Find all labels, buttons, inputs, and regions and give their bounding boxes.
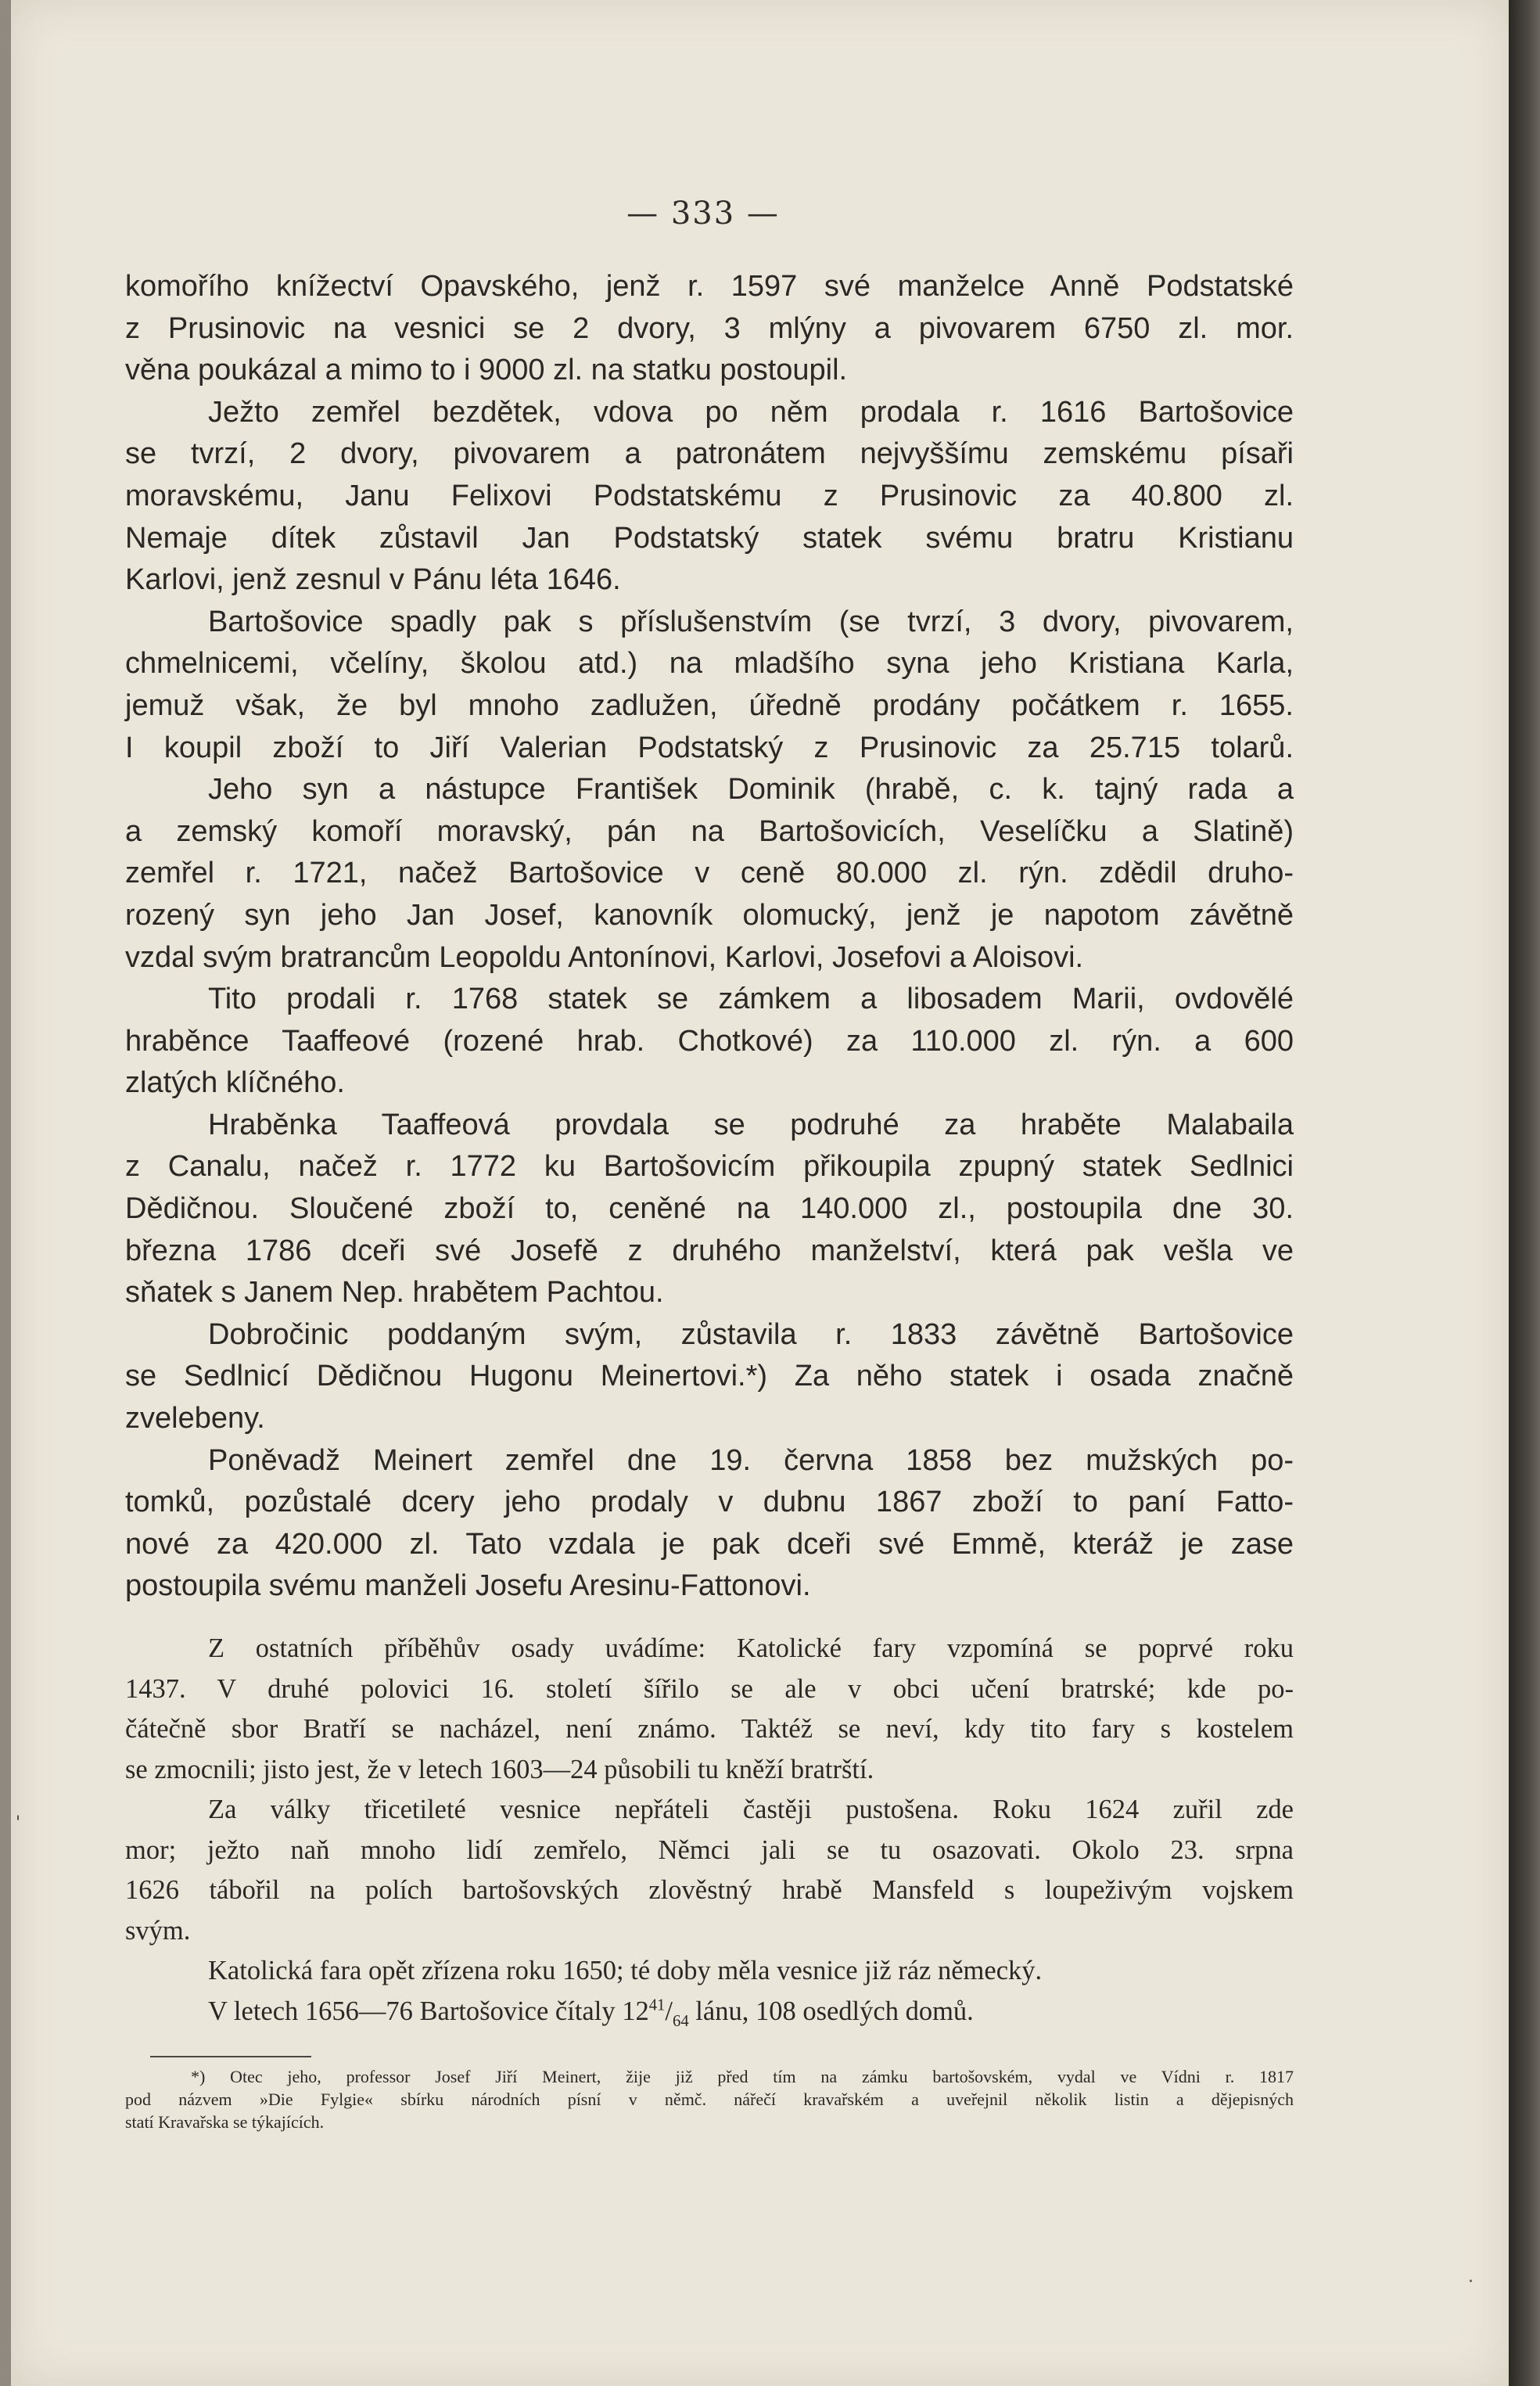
text-line: zvelebeny. <box>125 1402 265 1436</box>
text-line: se zmocnili; jisto jest, že v letech 1603—24 působili tu kněží bratrští. <box>125 1754 874 1784</box>
text-line: zlatých klíčného. <box>125 1066 345 1100</box>
text-line-fraction: V letech 1656—76 Bartošovice čítaly $12^{41}/_{64}$ lánu, 108 osedlých domů. <box>208 1996 974 2030</box>
text-line: Hraběnka Taaffeová provdala se podruhé za hraběte Malabaila <box>208 1108 1294 1141</box>
footnote <box>125 2065 1294 2133</box>
text-fragment: lánu, 108 osedlých domů. <box>695 1996 974 2026</box>
text-line: Za války třicetileté vesnice nepřáteli častěji pustošena. Roku 1624 zuřil zde <box>208 1795 1294 1824</box>
text-line: a zemský komoří moravský, pán na Bartošovicích, Veselíčku a Slatině) <box>125 814 1294 848</box>
text-line: Poněvadž Meinert zemřel dne 19. června 1858 bez mužských po- <box>208 1443 1294 1477</box>
text-line: mor; ježto naň mnoho lidí zemřelo, Němci jali se tu osazovati. Okolo 23. srpna <box>125 1834 1294 1865</box>
text-fragment: V letech 1656—76 Bartošovice čítaly 12 <box>208 1996 649 2026</box>
text-line: Katolická fara opět zřízena roku 1650; té doby měla vesnice již ráz německý. <box>208 1956 1043 1985</box>
text-line: chmelnicemi, včelíny, školou atd.) na mladšího syna jeho Kristiana Karla, <box>125 647 1294 681</box>
text-line: moravskému, Janu Felixovi Podstatskému z Prusinovic za 40.800 zl. <box>125 479 1294 512</box>
text-line: Dobročinic poddaným svým, zůstavila r. 1833 závětně Bartošovice <box>208 1317 1294 1351</box>
text-line: Jeho syn a nástupce František Dominik (hrabě, c. k. tajný rada a <box>208 773 1294 807</box>
text-line: nové za 420.000 zl. Tato vzdala je pak dceři své Emmě, kteráž je zase <box>125 1527 1294 1561</box>
text-line: I koupil zboží to Jiří Valerian Podstatský z Prusinovic za 25.715 tolarů. <box>125 731 1294 764</box>
text-line: z Prusinovic na vesnici se 2 dvory, 3 mlýny a pivovarem 6750 zl. mor. <box>125 311 1294 345</box>
text-line: se tvrzí, 2 dvory, pivovarem a patronátem nejvyššímu zemskému písaři <box>125 437 1294 471</box>
text-line: rozený syn jeho Jan Josef, kanovník olomucký, jenž je napotom závětně <box>125 898 1294 932</box>
scanned-page <box>11 0 1509 2386</box>
text-line: Tito prodali r. 1768 statek se zámkem a libosadem Marii, ovdovělé <box>208 983 1294 1016</box>
text-line: zemřel r. 1721, načež Bartošovice v ceně 80.000 zl. rýn. zdědil druho- <box>125 857 1294 890</box>
text-line: postoupila svému manželi Josefu Aresinu-Fattonovi. <box>125 1569 811 1603</box>
text-line: Z ostatních příběhův osady uvádíme: Katolické fary vzpomíná se poprvé roku <box>208 1633 1294 1663</box>
footnote-line: *) Otec jeho, professor Josef Jiří Meinert, žije již před tím na zámku bartošovském, vydal ve Vídni r. 1817 <box>191 2067 1294 2086</box>
text-line: 1437. V druhé polovici 16. století šířilo se ale v obci učení bratrské; kde po- <box>125 1673 1294 1704</box>
text-line: komořího knížectví Opavského, jenž r. 1597 své manželce Anně Podstatské <box>125 270 1294 303</box>
main-text <box>125 266 1294 1608</box>
text-line: věna poukázal a mimo to i 9000 zl. na statku postoupil. <box>125 354 848 387</box>
margin-mark: ' <box>16 1813 21 1833</box>
fraction-denominator: 64 <box>672 2012 689 2030</box>
footnote-divider <box>150 2056 311 2057</box>
text-line: hraběnce Taaffeové (rozené hrab. Chotkové) za 110.000 zl. rýn. a 600 <box>125 1024 1294 1058</box>
footnote-line: pod názvem »Die Fylgie« sbírku národních písní v němč. nářečí kravařském a uveřejnil několik listin a dějepisných <box>125 2090 1294 2109</box>
text-line: vzdal svým bratrancům Leopoldu Antonínovi, Karlovi, Josefovi a Aloisovi. <box>125 940 1084 974</box>
text-line: Bartošovice spadly pak s příslušenstvím (se tvrzí, 3 dvory, pivovarem, <box>208 605 1294 638</box>
text-line: svým. <box>125 1915 191 1946</box>
text-line: se Sedlnicí Dědičnou Hugonu Meinertovi.*) Za něho statek i osada značně <box>125 1360 1294 1393</box>
book-binding-edge <box>1509 0 1540 2386</box>
text-line: Nemaje dítek zůstavil Jan Podstatský statek svému bratru Kristianu <box>125 521 1294 555</box>
text-line: čátečně sbor Bratří se nacházel, není známo. Taktéž se neví, kdy tito fary s kostelem <box>125 1714 1294 1744</box>
page-number: — 333 — <box>626 196 780 232</box>
text-line: Dědičnou. Sloučené zboží to, ceněné na 140.000 zl., postoupila dne 30. <box>125 1192 1294 1226</box>
text-line: Ježto zemřel bezdětek, vdova po něm prodala r. 1616 Bartošovice <box>208 395 1294 429</box>
text-line: Karlovi, jenž zesnul v Pánu léta 1646. <box>125 563 621 597</box>
text-line: 1626 tábořil na polích bartošovských zlověstný hrabě Mansfeld s loupeživým vojskem <box>125 1875 1294 1905</box>
small-print-text <box>125 1629 1294 2032</box>
text-line: března 1786 dceři své Josefě z druhého manželství, která pak vešla ve <box>125 1234 1294 1267</box>
text-line: jemuž však, že byl mnoho zadlužen, úředně prodány počátkem r. 1655. <box>125 688 1294 722</box>
margin-mark: . <box>1468 2267 1474 2287</box>
text-line: z Canalu, načež r. 1772 ku Bartošovicím přikoupila zpupný statek Sedlnici <box>125 1150 1294 1184</box>
text-line: tomků, pozůstalé dcery jeho prodaly v dubnu 1867 zboží to paní Fatto- <box>125 1486 1294 1519</box>
fraction-numerator: 41 <box>648 1996 666 2014</box>
text-line: sňatek s Janem Nep. hrabětem Pachtou. <box>125 1276 664 1310</box>
footnote-line: statí Kravařska se týkajících. <box>125 2112 325 2132</box>
